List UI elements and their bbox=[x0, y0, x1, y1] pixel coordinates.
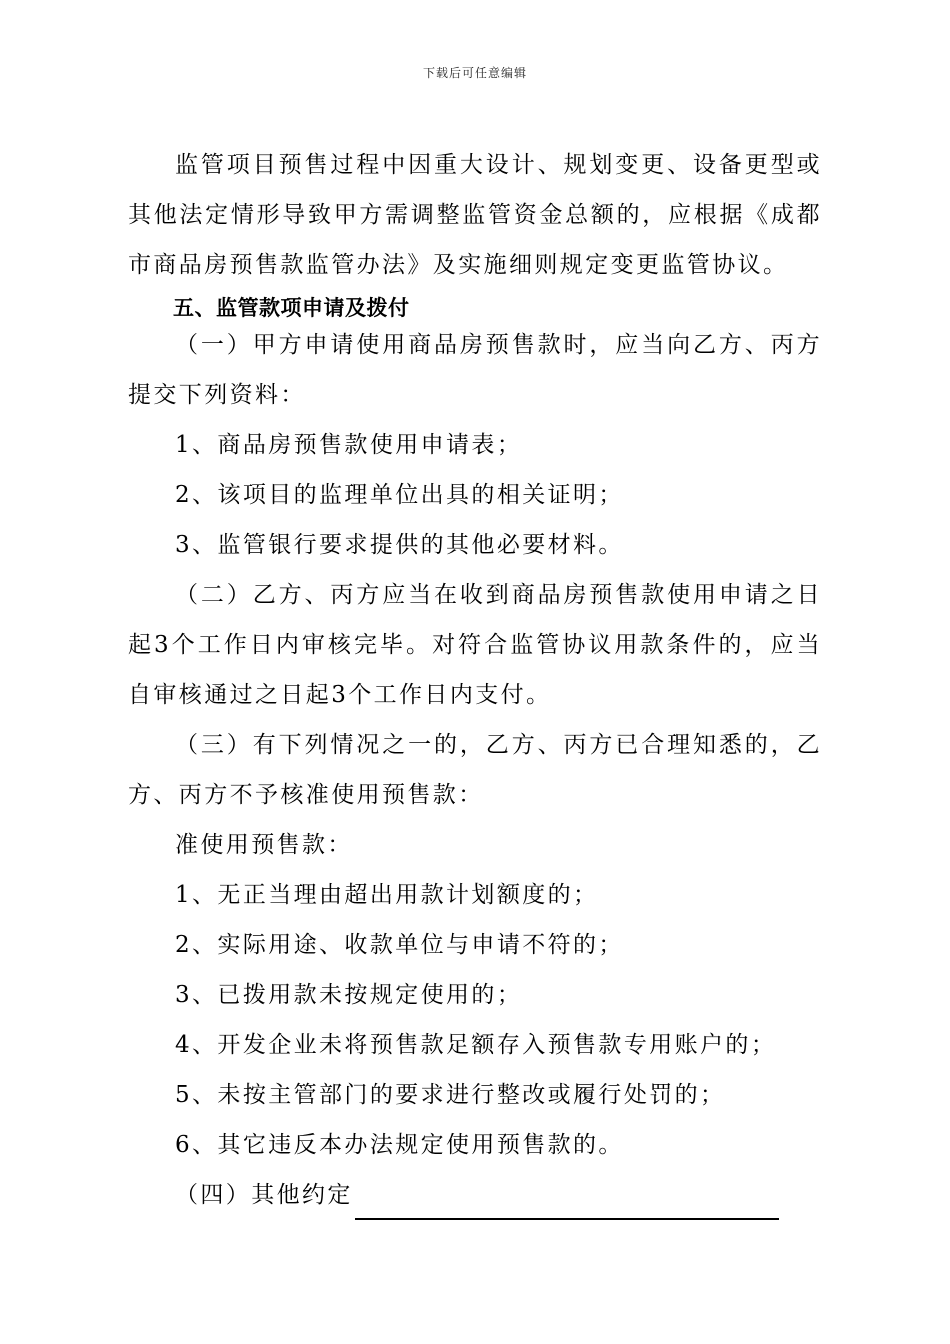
list-item: 2、实际用途、收款单位与申请不符的； bbox=[175, 932, 624, 958]
list-item: 5、未按主管部门的要求进行整改或履行处罚的； bbox=[175, 1082, 726, 1108]
list-item: 2、该项目的监理单位出具的相关证明； bbox=[175, 482, 624, 508]
subsection-4-line bbox=[128, 1170, 822, 1220]
list-item: 3、已拨用款未按规定使用的； bbox=[175, 982, 523, 1008]
section-heading: 五、监管款项申请及拨付 bbox=[173, 296, 410, 320]
list-item: 4、开发企业未将预售款足额存入预售款专用账户的； bbox=[175, 1032, 777, 1058]
list-item: 3、监管银行要求提供的其他必要材料。 bbox=[175, 532, 624, 558]
list-item: 6、其它违反本办法规定使用预售款的。 bbox=[175, 1132, 624, 1158]
subsection-2-text: （二）乙方、丙方应当在收到商品房预售款使用申请之日起3个工作日内审核完毕。对符合监管协议用款条件的，应当自审核通过之日起3个工作日内支付。 bbox=[128, 582, 822, 708]
page-header: 下载后可任意编辑 bbox=[422, 66, 527, 80]
subsection-3-text: （三）有下列情况之一的，乙方、丙方已合理知悉的，乙方、丙方不予核准使用预售款： bbox=[128, 732, 822, 808]
subsection-3-repeat-line: 准使用预售款： bbox=[175, 832, 353, 858]
subsection-4-label: （四）其他约定 bbox=[175, 1182, 353, 1208]
fill-in-blank-field[interactable] bbox=[355, 1190, 779, 1220]
intro-paragraph: 监管项目预售过程中因重大设计、规划变更、设备更型或其他法定情形导致甲方需调整监管资金总额的，应根据《成都市商品房预售款监管办法》及实施细则规定变更监管协议。 bbox=[128, 152, 822, 278]
subsection-1-text: （一）甲方申请使用商品房预售款时，应当向乙方、丙方提交下列资料： bbox=[128, 332, 822, 408]
document-body bbox=[128, 140, 822, 1220]
list-item: 1、无正当理由超出用款计划额度的； bbox=[175, 882, 599, 908]
list-item: 1、商品房预售款使用申请表； bbox=[175, 432, 523, 458]
